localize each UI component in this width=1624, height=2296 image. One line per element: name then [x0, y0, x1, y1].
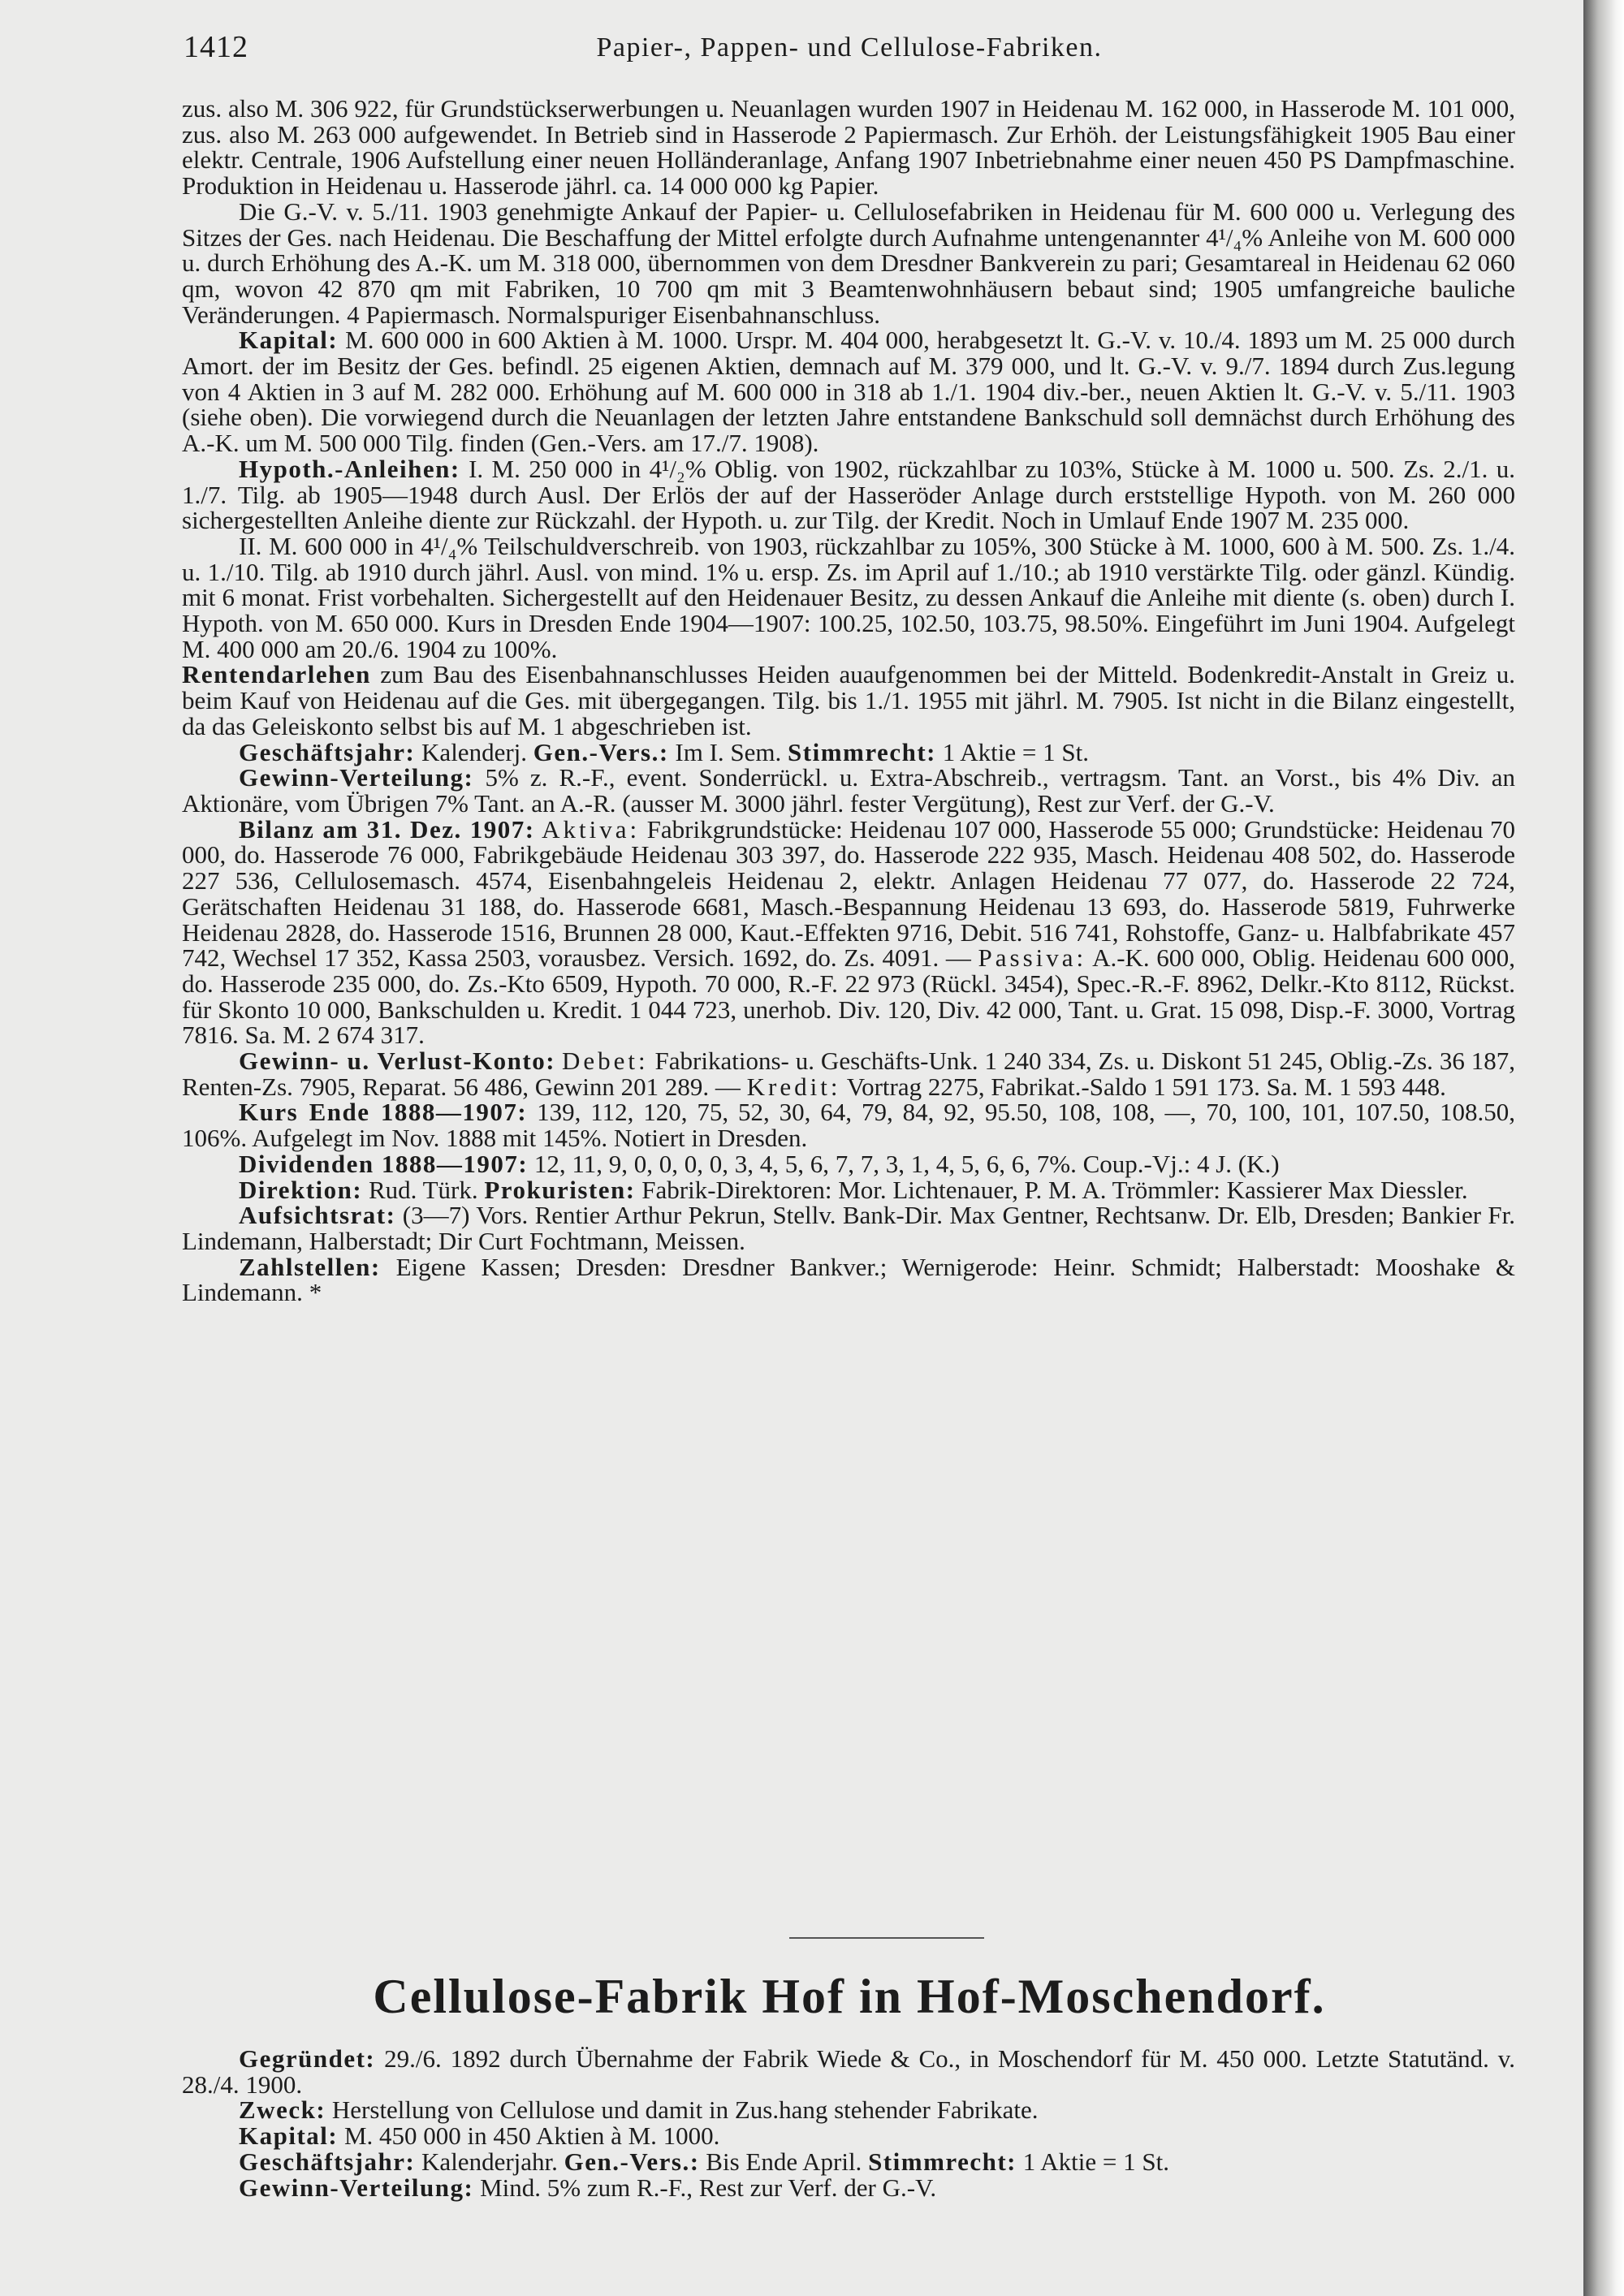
- aufsicht-paragraph: [182, 1202, 1515, 1254]
- page-edge-shadow: [1583, 0, 1624, 2296]
- gewinn2-text: Mind. 5% zum R.-F., Rest zur Verf. der G.-V.: [480, 2173, 937, 2202]
- gj2-text: Kalenderjahr.: [421, 2147, 558, 2176]
- section-divider: [789, 1937, 984, 1939]
- aufsicht-label: Aufsichtsrat:: [239, 1201, 396, 1230]
- gewinn-label: Gewinn-Verteilung:: [239, 763, 474, 792]
- guv-debet: Fabrikations- u. Geschäfts-Unk. 1 240 334, Zs. u. Diskont 51 245, Oblig.-Zs. 36 187, Renten-Zs. 7905, Reparat. 56 486, Gewinn 201 289. —: [182, 1047, 1516, 1101]
- renten-paragraph: [182, 662, 1515, 739]
- kapital2-paragraph: [182, 2123, 1515, 2149]
- gj2-label: Geschäftsjahr:: [239, 2147, 416, 2176]
- guv-kredit: Vortrag 2275, Fabrikat.-Saldo 1 591 173. Sa. M. 1 593 448.: [846, 1072, 1446, 1101]
- hypoth2-paragraph: II. M. 600 000 in 4¹/₄% Teilschuldverschreib. von 1903, rückzahlbar zu 105%, 300 Stücke à M. 1000, 600 à M. 500. Zs. 1./4. u. 1./10. Tilg. ab 1910 durch jährl. Ausl. von mind. 1% u. ersp. Zs. im April auf 1./10.; ab 1910 verstärkte Tilg. oder gänzl. Kündig. mit 6 monat. Frist vorbehalten. Sichergestellt auf den Heidenauer Besitz, zu dessen Ankauf die Anleihe mit diente (s. oben) durch I. Hypoth. von M. 650 000. Kurs in Dresden Ende 1904—1907: 100.25, 102.50, 103.75, 98.50%. Eingeführt im Juni 1904. Aufgelegt M. 400 000 am 20./6. 1904 zu 100%.: [182, 531, 1515, 663]
- gj-paragraph: [182, 737, 1515, 766]
- prokuristen-text: Fabrik-Direktoren: Mor. Lichtenauer, P. M. A. Trömmler: Kassierer Max Diessler.: [641, 1175, 1468, 1204]
- zahl-text: Eigene Kassen; Dresden: Dresdner Bankver.; Wernigerode: Heinr. Schmidt; Halberstadt: Mooshake & Lindemann.: [182, 1252, 1516, 1307]
- aufsicht-text: (3—7) Vors. Rentier Arthur Pekrun, Stellv. Bank-Dir. Max Gentner, Rechtsanw. Dr. Elb, Dresden; Bankier Fr. Lindemann, Halberstadt; Dir Curt Fochtmann, Meissen.: [182, 1201, 1515, 1255]
- hypoth-paragraph: [182, 456, 1515, 533]
- div-label: Dividenden 1888—1907:: [239, 1149, 529, 1178]
- kurs-paragraph: [182, 1098, 1516, 1153]
- kapital-text: M. 600 000 in 600 Aktien à M. 1000. Urspr. M. 404 000, herabgesetzt lt. G.-V. v. 10./4. 1893 um M. 25 000 durch Amort. der im Besitz der Ges. befindl. 25 eigenen Aktien, demnach auf M. 379 000, und lt. G.-V. v. 9./7. 1894 durch Zus.legung von 4 Aktien in 3 auf M. 282 000. Erhöhung auf M. 600 000 in 318 ab 1./1. 1904 div.-ber., neuen Aktien lt. G.-V. v. 5./11. 1903 (siehe oben). Die vorwiegend durch die Neuanlagen der letzten Jahre entstandene Bankschuld soll demnächst durch Erhöhung des A.-K. um M. 500 000 Tilg. finden (Gen.-Vers. am 17./7. 1908).: [182, 326, 1515, 458]
- direktion-text: Rud. Türk.: [368, 1175, 478, 1204]
- zweck-label: Zweck:: [239, 2095, 326, 2125]
- guv-label: Gewinn- u. Verlust-Konto:: [239, 1047, 556, 1076]
- intro-paragraph: zus. also M. 306 922, für Grundstückserwerbungen u. Neuanlagen wurden 1907 in Heidenau M. 162 000, in Hasserode M. 101 000, zus. also M. 263 000 aufgewendet. In Betrieb sind in Hasserode 2 Papiermasch. Zur Erhöh. der Leistungsfähigkeit 1905 Bau einer elektr. Centrale, 1906 Aufstellung einer neuen Holländeranlage, Anfang 1907 Inbetriebnahme einer neuen 450 PS Dampfmaschine. Produktion in Heidenau u. Hasserode jährl. ca. 14 000 000 kg Papier.: [182, 94, 1515, 201]
- company-title: Cellulose-Fabrik Hof in Hof-Moschendorf.: [373, 1970, 1326, 2023]
- kapital2-text: M. 450 000 in 450 Aktien à M. 1000.: [343, 2121, 720, 2151]
- gegr-label: Gegründet:: [239, 2044, 376, 2073]
- zahl-paragraph: [182, 1254, 1515, 1306]
- kurs-text: 139, 112, 120, 75, 52, 30, 64, 79, 84, 92, 95.50, 108, 108, —, 70, 100, 101, 107.50, 108.50, 106%. Aufgelegt im Nov. 1888 mit 145%. Notiert in Dresden.: [182, 1098, 1516, 1153]
- prokuristen-label: Prokuristen:: [484, 1175, 636, 1204]
- kapital-paragraph: [182, 327, 1515, 456]
- kurs-label: Kurs Ende 1888—1907:: [239, 1098, 528, 1127]
- running-title: Papier-, Pappen- und Cellulose-Fabriken.: [596, 32, 1103, 63]
- zweck-paragraph: [182, 2097, 1515, 2123]
- debet-label: Debet:: [561, 1047, 649, 1076]
- page-number: 1412: [184, 30, 248, 64]
- gewinn-paragraph: [182, 765, 1515, 816]
- div-text: 12, 11, 9, 0, 0, 0, 0, 3, 4, 5, 6, 7, 7, 3, 1, 4, 5, 6, 6, 7%. Coup.-Vj.: 4 J. (K.): [533, 1149, 1280, 1178]
- end-mark: *: [309, 1278, 322, 1307]
- passiva-label: Passiva:: [978, 943, 1087, 973]
- aktiva-label: Aktiva:: [542, 814, 641, 844]
- kredit-label: Kredit:: [746, 1072, 841, 1101]
- gewinn-text: 5% z. R.-F., event. Sonderrückl. u. Extra-Abschreib., vertragsm. Tant. an Vorst., bis 4% Div. an Aktionäre, vom Übrigen 7% Tant. an A.-R. (ausser M. 3000 jährl. fester Vergütung), Rest zur Verf. der G.-V.: [182, 763, 1515, 818]
- gewinn2-paragraph: [182, 2175, 1515, 2201]
- renten-label: Rentendarlehen: [182, 660, 371, 689]
- stimm2-label: Stimmrecht:: [868, 2147, 1017, 2176]
- stimm2-text: 1 Aktie = 1 St.: [1022, 2147, 1169, 2176]
- bilanz-label: Bilanz am 31. Dez. 1907:: [239, 814, 535, 844]
- zahl-label: Zahlstellen:: [239, 1252, 381, 1281]
- direktion-paragraph: [182, 1177, 1515, 1203]
- gv-paragraph: Die G.-V. v. 5./11. 1903 genehmigte Ankauf der Papier- u. Cellulosefabriken in Heidenau für M. 600 000 u. Verlegung des Sitzes der Ges. nach Heidenau. Die Beschaffung der Mittel erfolgte durch Aufnahme untengenannter 4¹/₄% Anleihe von M. 600 000 u. durch Erhöhung des A.-K. um M. 318 000, übernommen von dem Dresdner Bankverein zu pari; Gesamtareal in Heidenau 62 060 qm, wovon 42 870 qm mit Fabriken, 10 700 qm mit 3 Beamtenwohnhäusern bebaut sind; 1905 umfangreiche bauliche Veränderungen. 4 Papiermasch. Normalspuriger Eisenbahnanschluss.: [182, 196, 1515, 329]
- zweck-text: Herstellung von Cellulose und damit in Zus.hang stehender Fabrikate.: [331, 2095, 1039, 2125]
- bilanz-passiva: A.-K. 600 000, Oblig. Heidenau 600 000, do. Hasserode 235 000, do. Zs.-Kto 6509, Hypoth. 70 000, R.-F. 22 973 (Rückl. 3454), Spec.-R.-F. 8962, Delkr.-Kto 8112, Rückst. für Skonto 10 000, Bankschulden u. Kredit. 1 044 723, unerhob. Div. 120, Div. 42 000, Tant. u. Grat. 15 098, Disp.-F. 3000, Vortrag 7816. Sa. M. 2 674 317.: [182, 943, 1516, 1050]
- stimm-label: Stimmrecht:: [788, 737, 936, 766]
- gegr-text: 29./6. 1892 durch Übernahme der Fabrik Wiede & Co., in Moschendorf für M. 450 000. Letzte Statutänd. v. 28./4. 1900.: [182, 2044, 1515, 2099]
- div-paragraph: [182, 1151, 1515, 1177]
- genvers-text: Im I. Sem.: [675, 737, 782, 766]
- genvers2-label: Gen.-Vers.:: [564, 2147, 700, 2176]
- bilanz-paragraph: [182, 814, 1516, 1050]
- kapital-label: Kapital:: [239, 326, 339, 355]
- hypoth-label: Hypoth.-Anleihen:: [239, 454, 460, 483]
- gj-label: Geschäftsjahr:: [239, 737, 416, 766]
- genvers-label: Gen.-Vers.:: [533, 737, 669, 766]
- company-entry-hof: [182, 2046, 1515, 2200]
- gewinn2-label: Gewinn-Verteilung:: [239, 2173, 474, 2202]
- renten-text: zum Bau des Eisenbahnanschlusses Heiden auaufgenommen bei der Mitteld. Bodenkredit-Anstalt in Greiz u. beim Kauf von Heidenau auf die Ges. mit übergegangen. Tilg. bis 1./1. 1955 mit jährl. M. 7905. Ist nicht in die Bilanz eingestellt, da das Geleiskonto selbst bis auf M. 1 abgeschrieben ist.: [182, 660, 1515, 740]
- stimm-text: 1 Aktie = 1 St.: [942, 737, 1089, 766]
- company-entry-continued: [182, 96, 1515, 1306]
- gj-text: Kalenderj.: [421, 737, 528, 766]
- gegr-paragraph: [182, 2046, 1515, 2097]
- genvers2-text: Bis Ende April.: [706, 2147, 862, 2176]
- bilanz-aktiva: Fabrikgrundstücke: Heidenau 107 000, Hasserode 55 000; Grundstücke: Heidenau 70 000, do. Hasserode 76 000, Fabrikgebäude Heidenau 303 397, do. Hasserode 222 935, Masch. Heidenau 408 502, do. Hasserode 227 536, Cellulosemasch. 4574, Eisenbahngeleis Heidenau 2, elektr. Anlagen Heidenau 77 077, do. Hasserode 22 724, Gerätschaften Heidenau 31 188, do. Hasserode 6681, Masch.-Bespannung Heidenau 13 693, do. Hasserode 5819, Fuhrwerke Heidenau 2828, do. Hasserode 1516, Brunnen 28 000, Kaut.-Effekten 9716, Debit. 516 741, Rohstoffe, Ganz- u. Halbfabrikate 457 742, Wechsel 17 352, Kassa 2503, vorausbez. Versich. 1692, do. Zs. 4091. —: [182, 814, 1516, 973]
- page-header: [184, 29, 1515, 71]
- direktion-label: Direktion:: [239, 1175, 363, 1204]
- kapital2-label: Kapital:: [239, 2121, 339, 2151]
- guv-paragraph: [182, 1048, 1515, 1099]
- gj2-paragraph: [182, 2149, 1515, 2175]
- hypoth-text: I. M. 250 000 in 4¹/₂% Oblig. von 1902, rückzahlbar zu 103%, Stücke à M. 1000 u. 500. Zs. 2./1. u. 1./7. Tilg. ab 1905—1948 durch Ausl. Der Erlös der auf der Hasseröder Anlage durch erststellige Hypoth. von M. 260 000 sichergestellten Anleihe diente zur Rückzahl. der Hypoth. u. zur Tilg. der Kredit. Noch in Umlauf Ende 1907 M. 235 000.: [182, 454, 1515, 535]
